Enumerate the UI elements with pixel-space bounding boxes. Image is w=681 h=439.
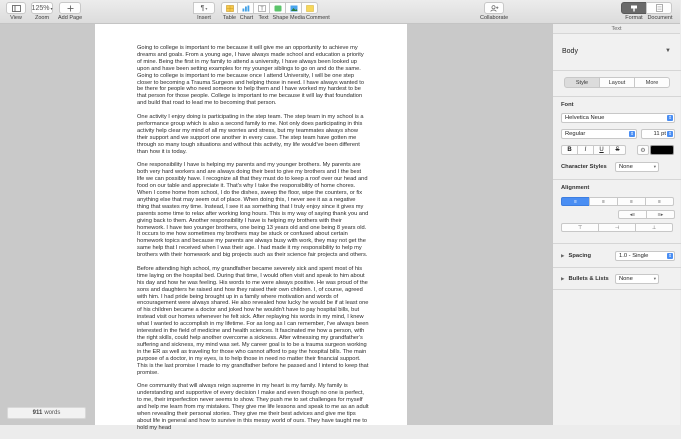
inspector-toggle-group bbox=[621, 2, 672, 14]
font-size-value: 11 pt bbox=[653, 131, 666, 137]
divider bbox=[553, 96, 681, 97]
tab-layout[interactable]: Layout bbox=[599, 77, 635, 88]
collaborate-button[interactable] bbox=[480, 2, 508, 22]
bullets-label: Bullets & Lists bbox=[568, 276, 609, 282]
advanced-options-button[interactable] bbox=[637, 145, 649, 155]
align-right-button[interactable] bbox=[617, 197, 646, 206]
text-format-buttons bbox=[561, 145, 626, 155]
insert-label: Insert bbox=[197, 15, 211, 21]
document-label: Document bbox=[647, 15, 673, 21]
vertical-align-buttons bbox=[561, 223, 673, 232]
align-center-button[interactable] bbox=[589, 197, 618, 206]
shape-label: Shape bbox=[272, 15, 289, 21]
comment-label: Comment bbox=[306, 15, 330, 21]
zoom-value: 125% bbox=[31, 4, 50, 12]
spacing-label: Spacing bbox=[568, 253, 592, 259]
tab-style[interactable]: Style bbox=[564, 77, 600, 88]
body-text[interactable] bbox=[137, 45, 369, 439]
align-left-icon: ≡ bbox=[574, 198, 577, 205]
toolbar-labels bbox=[193, 15, 328, 22]
text-box-button[interactable] bbox=[253, 2, 270, 14]
spacing-value: 1.0 - Single bbox=[619, 253, 649, 259]
view-menu[interactable] bbox=[6, 2, 26, 22]
chart-label: Chart bbox=[239, 15, 254, 21]
paragraph[interactable]: Going to college is important to me because it will give me an opportunity to achieve my dreams and goals. From a young age, I have always made school and education a priority of mine. Being the first in my family to attend a university, I have always been looked up upon and have been setting examples for my younger siblings to go on and do the same. Going to college is important to me because once I attend University, I will be one step closer to becoming a Trauma Surgeon and helping those in need. I have always wanted to be there for people who need someone to help them and I have worked my hardest to be that person for those people. College is important to me because it will lay that foundation and build that road to lead me to becoming that person. bbox=[137, 45, 365, 107]
comment-button[interactable] bbox=[301, 2, 318, 14]
indent-icon: ≡▸ bbox=[657, 211, 664, 218]
bullets-select[interactable] bbox=[615, 274, 659, 284]
align-bottom-button[interactable] bbox=[635, 223, 673, 232]
align-middle-button[interactable] bbox=[598, 223, 636, 232]
divider bbox=[553, 289, 681, 290]
underline-button[interactable]: U bbox=[593, 145, 610, 155]
alignment-buttons bbox=[561, 197, 674, 206]
plus-icon bbox=[59, 2, 81, 14]
align-bottom-icon: ⊥ bbox=[651, 224, 657, 231]
paragraph-style-name: Body bbox=[562, 47, 578, 55]
text-color-swatch[interactable] bbox=[650, 145, 674, 155]
table-label: Table bbox=[222, 15, 237, 21]
character-styles-select[interactable] bbox=[615, 162, 659, 172]
chevron-down-icon: ▾ bbox=[205, 5, 208, 11]
format-inspector bbox=[552, 24, 680, 425]
alignment-section-label: Alignment bbox=[561, 185, 590, 191]
chevron-updown-icon: ⇕ bbox=[668, 115, 672, 120]
text-label: Text bbox=[258, 15, 269, 21]
word-count-value: 911 bbox=[32, 410, 43, 416]
stepper-icon[interactable]: ⇕ bbox=[668, 131, 672, 136]
zoom-menu[interactable] bbox=[31, 2, 53, 22]
character-styles-label bbox=[561, 164, 607, 170]
align-top-icon: ⊤ bbox=[577, 224, 583, 231]
format-label: Format bbox=[625, 15, 643, 21]
font-section-label: Font bbox=[561, 102, 574, 108]
word-count-label: words bbox=[44, 410, 61, 416]
chart-icon bbox=[242, 5, 250, 12]
document-button[interactable] bbox=[646, 2, 672, 14]
text-box-icon bbox=[258, 5, 266, 12]
zoom-label: Zoom bbox=[34, 15, 50, 21]
divider bbox=[553, 70, 681, 71]
spacing-disclosure[interactable] bbox=[561, 253, 591, 259]
format-button[interactable] bbox=[621, 2, 647, 14]
disclosure-triangle-icon: ▶ bbox=[561, 253, 565, 258]
word-count-badge[interactable] bbox=[7, 407, 86, 419]
character-styles-text: Character Styles bbox=[561, 164, 607, 170]
character-styles-value: None bbox=[619, 164, 633, 170]
chevron-updown-icon: ⇕ bbox=[630, 131, 634, 136]
align-center-icon: ≡ bbox=[602, 198, 605, 205]
shape-button[interactable] bbox=[269, 2, 286, 14]
paragraph-icon: ¶ bbox=[200, 4, 205, 12]
insert-tools-group bbox=[193, 2, 215, 14]
chevron-down-icon: ▾ bbox=[653, 164, 656, 169]
sidebar-icon bbox=[6, 2, 26, 14]
bullets-disclosure[interactable] bbox=[561, 276, 609, 282]
decrease-indent-button[interactable] bbox=[618, 210, 647, 219]
paintbrush-icon bbox=[630, 5, 638, 12]
font-name-value: Helvetica Neue bbox=[565, 115, 605, 121]
shape-icon bbox=[274, 5, 282, 12]
paragraph[interactable]: Before attending high school, my grandfather became severely sick and spent most of his time laying on the hospital bed. During that time, I would often visit and speak to him about his day and how he was feeling. His words to me were always positive. He was proud of the sons and daughters he raised and how they raised their own children. I, of course, agreed with him. I had pride being brought up in a family where motivation and words of encouragement were always shared. He also revealed how lucky he would be if at least one of his children became a doctor and joked how he wouldn't have to pay hospital bills, but instead visit our homes whenever he felt sick. After replaying his words in my mind, I knew what I wanted to accomplish in my lifetime. For as long as I can remember, I've always been interested in the field of medicine and health sciences. It fascinated me how a person, with the right skills, could help another overcome a sickness. After witnessing my grandfather's suffering and sickness, my mind was set. My career goal is to be a trauma surgeon working in the ER as well as traveling for those who cannot afford to pay the hospital bills. The main purpose of a doctor, in my eyes, is to help those in need no matter their financial support. This is the last promise I made to my grandfather before he passed and I intend to keep that promise. bbox=[137, 265, 369, 376]
align-right-icon: ≡ bbox=[630, 198, 633, 205]
media-icon bbox=[290, 5, 298, 12]
chevron-down-icon: ▾ bbox=[653, 276, 656, 281]
view-label: View bbox=[10, 15, 22, 21]
disclosure-triangle-icon: ▶ bbox=[561, 276, 565, 281]
font-size-field[interactable] bbox=[641, 129, 675, 139]
document-icon bbox=[656, 4, 663, 12]
divider bbox=[553, 179, 681, 180]
font-name-select[interactable] bbox=[561, 113, 675, 123]
paragraph[interactable]: One community that will always reign supreme in my heart is my family. My family is understanding and supportive of every decision I make and even though no one is perfect, to me, their imperfection never seems to show. They push me to set challenges for myself and help me learn from my mistakes. They give me life lessons and speak to me as an adult when revealing their personal stories. They give me their best advices and give me tips about life in general and how to survive in this messy world of ours. They have taught me to hold my head bbox=[137, 383, 369, 431]
font-style-select[interactable] bbox=[561, 129, 637, 139]
chevron-updown-icon: ⇕ bbox=[668, 253, 672, 258]
zoom-select[interactable] bbox=[31, 2, 53, 14]
comment-icon bbox=[306, 5, 314, 12]
indent-buttons bbox=[618, 210, 675, 219]
inspector-tabs bbox=[564, 77, 670, 88]
font-style-value: Regular bbox=[565, 131, 586, 137]
object-tools-group bbox=[221, 2, 318, 14]
paragraph-style-menu[interactable] bbox=[557, 37, 677, 65]
paragraph[interactable]: One responsibility I have is helping my parents and my younger brothers. My parents are both very hard workers and are always doing their best to give my brothers and I the best life we can possibly have. I recognize all that they must do to keep a roof over our head and food on our table and appreciate it. That's why I take the responsibility of home chores. When I come home from school, I do the dishes, sweep the floor, wipe the counters, or fix anything else that may seem out of place. When doing this, I never see it as a negative thing that wastes my time. Instead, I see it as something that I truly enjoy since it gives my parents some time to relax after working long hours. This is my way of saying thank you and giving back to them. Another responsibility I have is helping my brothers with their homework. I have two younger brothers, one being 13 years old and one being 8 years old. It occurs to me how sometimes my brothers may be stuck or confused about certain homework topics and because my parents are always busy with work, they may not get the same help that I received when I was their age. I had made it my responsibility to help my brothers with their homework and big projects such as their science fair projects and others. bbox=[137, 162, 369, 259]
align-left-button[interactable] bbox=[561, 197, 590, 206]
add-page-label: Add Page bbox=[58, 15, 83, 21]
tab-more[interactable]: More bbox=[634, 77, 670, 88]
media-button[interactable] bbox=[285, 2, 302, 14]
bullets-value: None bbox=[619, 276, 633, 282]
document-page[interactable] bbox=[95, 24, 407, 431]
insert-button[interactable] bbox=[193, 2, 215, 14]
align-middle-icon: ⊣ bbox=[614, 224, 620, 231]
collaborate-label: Collaborate bbox=[480, 15, 509, 21]
divider bbox=[553, 243, 681, 244]
strikethrough-button[interactable]: S bbox=[609, 145, 626, 155]
justify-button[interactable] bbox=[645, 197, 674, 206]
toolbar bbox=[0, 0, 680, 24]
increase-indent-button[interactable] bbox=[646, 210, 675, 219]
spacing-select[interactable] bbox=[615, 251, 675, 261]
inspector-header: Text bbox=[553, 24, 680, 34]
chevron-down-icon: ▾ bbox=[50, 5, 53, 11]
chevron-down-icon: ▼ bbox=[665, 48, 671, 54]
inspector-toggle-labels bbox=[621, 15, 673, 22]
justify-icon: ≡ bbox=[658, 198, 661, 205]
document-canvas[interactable] bbox=[0, 24, 552, 431]
media-label: Media bbox=[290, 15, 305, 21]
person-add-icon bbox=[484, 2, 504, 14]
outdent-icon: ◂≡ bbox=[629, 211, 636, 218]
table-button[interactable] bbox=[221, 2, 238, 14]
divider bbox=[553, 267, 681, 268]
italic-button[interactable]: I bbox=[577, 145, 594, 155]
align-top-button[interactable] bbox=[561, 223, 599, 232]
paragraph[interactable]: One activity I enjoy doing is participating in the step team. The step team in my school is a performance group which is also a second family to me. Not only does participating in this activity help clear my mind of all my worries and stress, but my teammates always show their support and we support one another in every case. The step team have gotten me through so many tough situations and without this activity, my life would've been different than how it is today. bbox=[137, 114, 364, 155]
chart-button[interactable] bbox=[237, 2, 254, 14]
bold-button[interactable]: B bbox=[561, 145, 578, 155]
table-icon bbox=[226, 5, 234, 12]
gear-icon: ⚙ bbox=[640, 147, 646, 154]
svg-text:T: T bbox=[259, 6, 264, 13]
add-page-button[interactable] bbox=[58, 2, 82, 22]
